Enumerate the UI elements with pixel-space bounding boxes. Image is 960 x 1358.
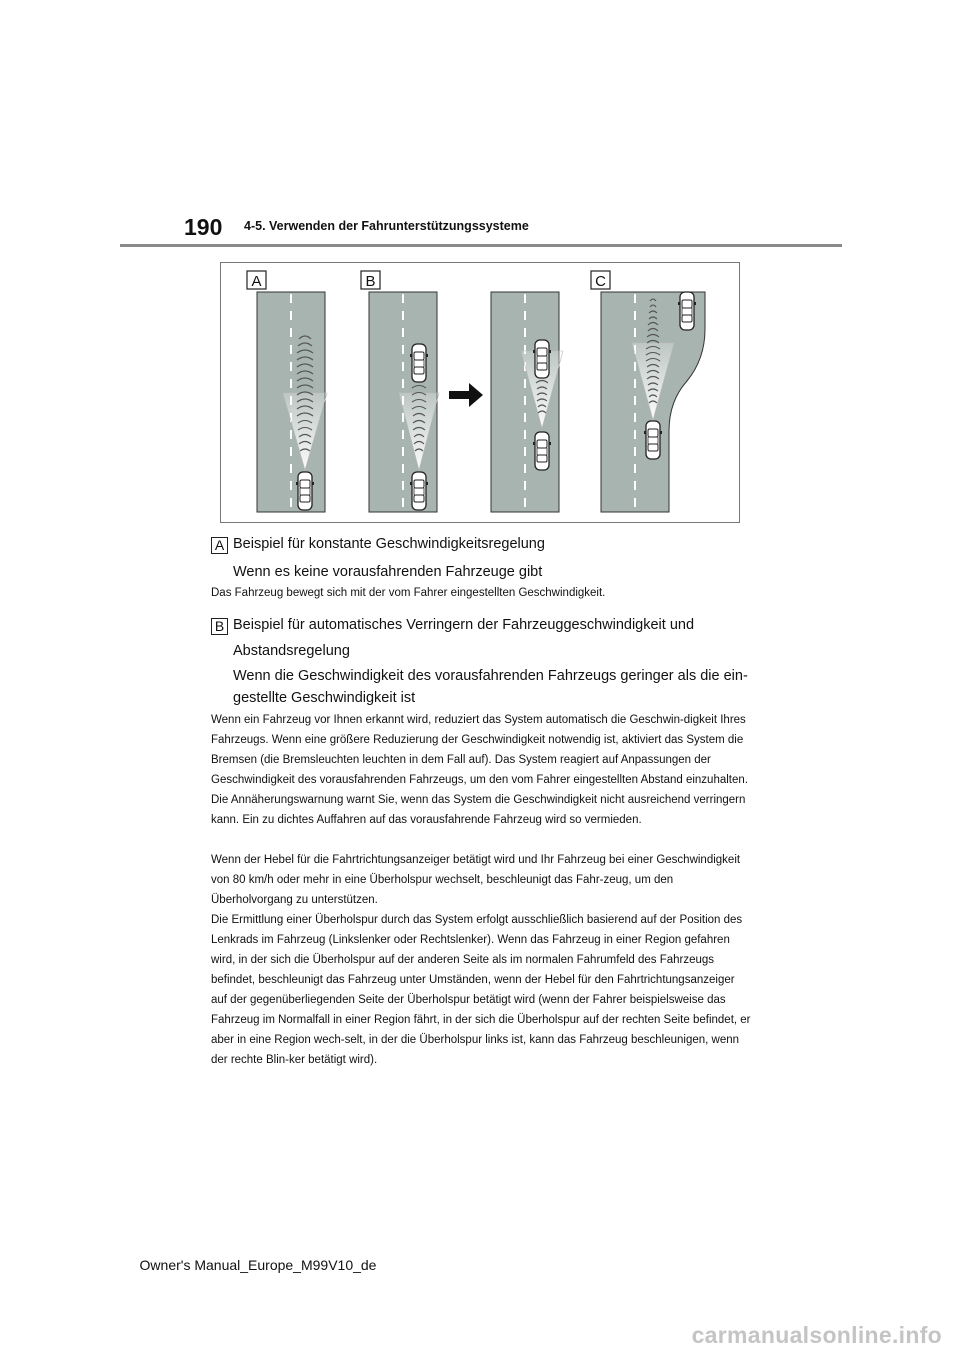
panel-label-b: B bbox=[365, 273, 376, 290]
road-panel-a bbox=[257, 292, 327, 512]
section-b-paragraph-3: Die Ermittlung einer Überholspur durch das System erfolgt ausschließlich basierend auf der Position des Lenkrads im Fahrzeug (Linkslenker oder Rechtslenker). Wenn das Fahrzeug in einer Region gefahren wird, in der sich die Überholspur auf der anderen Seite als im normalen Fahrumfeld des Fahrzeugs befindet, beschleunigt das Fahrzeug unter Umständen, wenn der Hebel für den Fahrtrichtungsanzeiger auf der gegenüberliegenden Seite der Überholspur betätigt wird (wenn der Fahrer beispielsweise das Fahrzeug im Normalfall in einer Region fährt, in der sich die Überholspur auf der rechten Seite befindet, er aber in eine Region wech-selt, in der die Überholspur links ist, kann das Fahrzeug beschleunigen, wenn der rechte Blin-ker betätigt wird). bbox=[211, 914, 751, 1066]
footer bbox=[0, 1257, 960, 1273]
section-b-paragraph-2: Wenn der Hebel für die Fahrtrichtungsanzeiger betätigt wird und Ihr Fahrzeug bei einer Geschwindigkeit von 80 km/h oder mehr in eine Überholspur wechselt, beschleunigt das Fahr-zeug, um den Überholvorgang zu unterstützen. bbox=[211, 854, 741, 906]
road-panel-b bbox=[369, 292, 439, 512]
section-b-subtitle-line1: Wenn die Geschwindigkeit des vorausfahrenden Fahrzeugs geringer als die ein- bbox=[233, 668, 748, 684]
watermark: carmanualsonline.info bbox=[691, 1322, 942, 1348]
road-panel-b2 bbox=[491, 292, 563, 512]
header-divider bbox=[120, 244, 842, 247]
label-b-box: B bbox=[211, 618, 228, 635]
page-number: 190 bbox=[184, 214, 223, 240]
section-title: 4-5. Verwenden der Fahrunterstützungssysteme bbox=[244, 219, 529, 233]
panel-label-c: C bbox=[595, 273, 606, 290]
section-b-paragraph-1: Wenn ein Fahrzeug vor Ihnen erkannt wird, reduziert das System automatisch die Geschwin-digkeit Ihres Fahrzeugs. Wenn eine größere Reduzierung der Geschwindigkeit notwendig ist, aktiviert das System die Bremsen (die Bremsleuchten leuchten in dem Fall auf). Das System reagiert auf Anpassungen der Geschwindigkeit des vorausfahrenden Fahrzeugs, um den vom Fahrer eingestellten Abstand einzuhalten. Die Annäherungswarnung warnt Sie, wenn das System die Geschwindigkeit nicht ausreichend verringern kann. Ein zu dichtes Auffahren auf das vorausfahrende Fahrzeug wird so vermieden. bbox=[211, 714, 748, 826]
section-b-title-text: Beispiel für automatisches Verringern der Fahrzeuggeschwindigkeit und bbox=[233, 617, 695, 633]
section-a-subtitle: Wenn es keine vorausfahrenden Fahrzeuge gibt bbox=[233, 564, 543, 580]
acc-illustration bbox=[220, 262, 740, 523]
section-b-title-line2: Abstandsregelung bbox=[233, 643, 350, 659]
section-a-title bbox=[211, 532, 545, 556]
arrow-icon bbox=[449, 383, 483, 407]
panel-label-a: A bbox=[251, 273, 262, 290]
section-a-body: Das Fahrzeug bewegt sich mit der vom Fahrer eingestellten Geschwindigkeit. bbox=[211, 587, 606, 599]
footer-text: Owner's Manual_Europe_M99V10_de bbox=[139, 1257, 377, 1273]
section-b-subtitle-line2: gestellte Geschwindigkeit ist bbox=[233, 690, 416, 706]
label-a-box: A bbox=[211, 537, 228, 554]
section-b-title bbox=[211, 613, 694, 637]
road-panel-c bbox=[601, 292, 705, 512]
section-a-title-text: Beispiel für konstante Geschwindigkeitsregelung bbox=[233, 536, 545, 552]
